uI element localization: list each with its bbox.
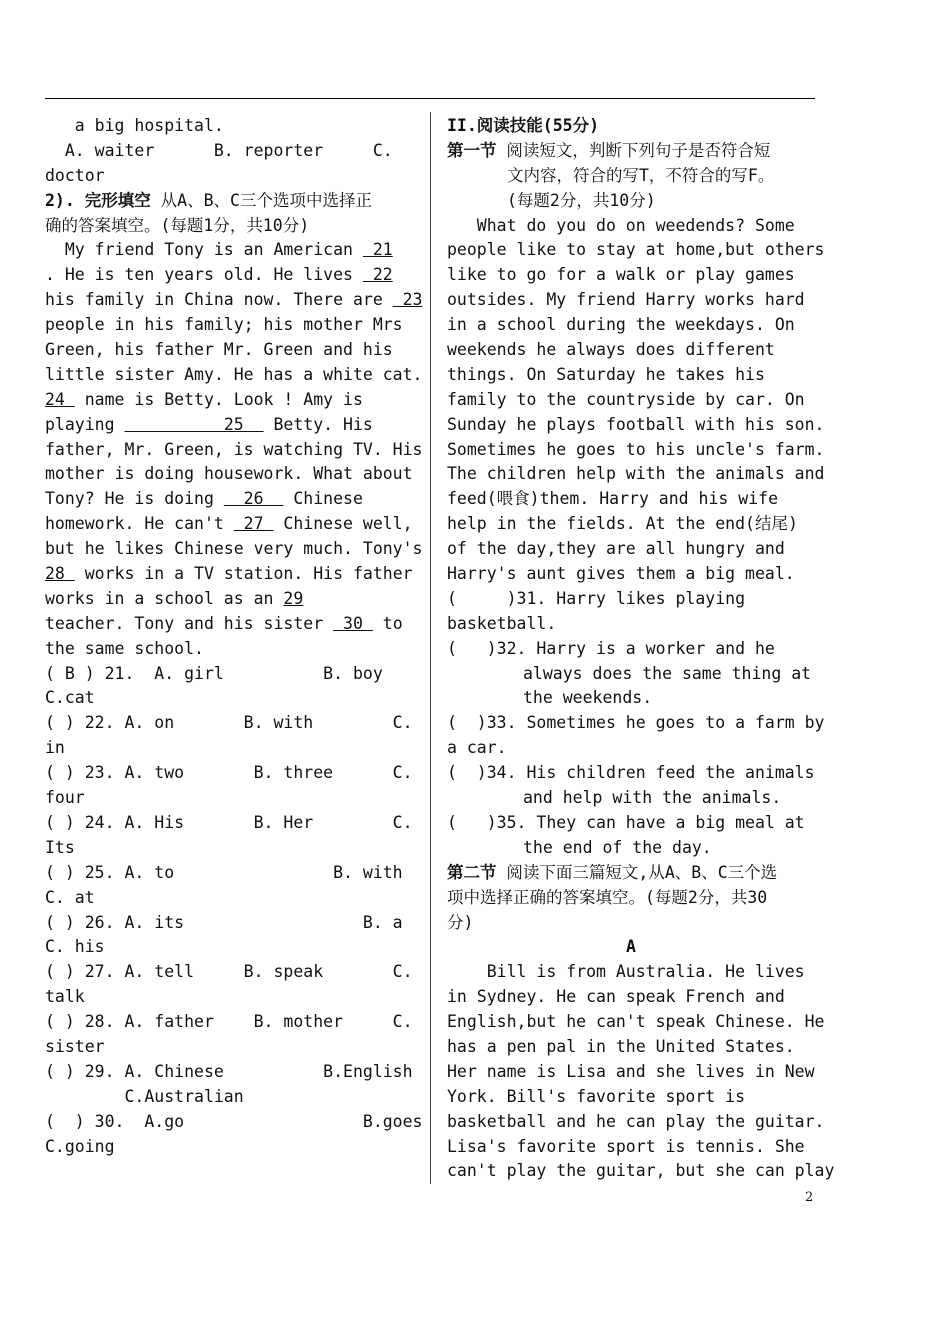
passage-line (45, 313, 413, 338)
passage-line: help in the fields. At the end(结尾) (447, 514, 798, 534)
passage-text: the same school. (45, 638, 204, 658)
passage-line (45, 363, 423, 388)
option-line: C.cat (45, 688, 95, 708)
passage-line (45, 462, 413, 487)
option-line: ( ) 28. A. father B. mother C. (45, 1012, 413, 1032)
option-line: C.Australian (45, 1086, 244, 1106)
section-heading-2 (447, 861, 815, 886)
passage-line (45, 263, 413, 288)
option-line: four (45, 788, 85, 808)
tf-question: ( )35. They can have a big meal at (447, 812, 805, 832)
passage-line (45, 338, 413, 363)
passage-text: to (372, 613, 403, 633)
blank-number: 22 (362, 265, 393, 285)
passage-text: little sister Amy. He has a white cat. (45, 364, 423, 384)
section-instruction: 项中选择正确的答案填空。(每题2分，共30 (447, 887, 768, 907)
passage-line: Sometimes he goes to his uncle's farm. (447, 439, 825, 459)
page-number: 2 (805, 1190, 814, 1205)
tf-question: the end of the day. (523, 837, 712, 857)
text-line: doctor (45, 165, 105, 185)
section-instruction: (每题2分，共10分) (507, 190, 656, 210)
passage-line: Lisa's favorite sport is tennis. She (447, 1136, 805, 1156)
cloze-options (45, 662, 423, 1160)
passage-line: weekends he always does different (447, 340, 775, 360)
passage-line (45, 562, 413, 587)
passage-title: A (626, 937, 636, 957)
passage-line: What do you do on weedends? Some (447, 215, 795, 235)
left-column (45, 114, 423, 1159)
passage-text: Betty. His (263, 414, 373, 434)
blank-number: 25 (124, 414, 264, 434)
passage-line: has a pen pal in the United States. (447, 1036, 795, 1056)
option-line: C. at (45, 887, 95, 907)
option-line: ( ) 22. A. on B. with C. (45, 713, 413, 733)
passage-text: but he likes Chinese very much. Tony's (45, 539, 423, 559)
passage-text: My friend Tony is an American (45, 240, 363, 260)
section-label: 第二节 (447, 862, 497, 882)
section-heading-cloze (45, 189, 413, 214)
blank-number: 29 (283, 588, 304, 608)
passage-text: people in his family; his mother Mrs (45, 315, 403, 335)
tf-question: and help with the animals. (523, 788, 782, 808)
passage-line: English,but he can't speak Chinese. He (447, 1012, 825, 1032)
cloze-passage (45, 238, 423, 661)
blank-number: 23 (392, 290, 423, 310)
right-column (447, 114, 835, 1184)
section-instruction: 确的答案填空。(每题1分，共10分) (45, 215, 310, 235)
passage-line: people like to stay at home,but others (447, 240, 825, 260)
reading-passage-a (447, 960, 835, 1184)
option-line: C.going (45, 1136, 115, 1156)
passage-line (45, 288, 423, 313)
passage-text: his family in China now. There are (45, 290, 393, 310)
option-line: C. his (45, 937, 105, 957)
passage-text: Green, his father Mr. Green and his (45, 340, 393, 360)
passage-line: like to go for a walk or play games (447, 265, 795, 285)
option-line: ( ) 24. A. His B. Her C. (45, 812, 413, 832)
passage-text: father, Mr. Green, is watching TV. His (45, 439, 423, 459)
blank-number: 27 (233, 514, 274, 534)
option-line: talk (45, 987, 85, 1007)
option-line: ( ) 27. A. tell B. speak C. (45, 962, 413, 982)
passage-line (45, 512, 413, 537)
section-title: 2). 完形填空 (45, 190, 151, 210)
reading-passage-1 (447, 214, 825, 587)
passage-line: in Sydney. He can speak French and (447, 987, 785, 1007)
passage-line: York. Bill's favorite sport is (447, 1086, 746, 1106)
section-heading-1 (447, 139, 815, 164)
tf-question: always does the same thing at (523, 663, 812, 683)
option-line: ( ) 23. A. two B. three C. (45, 763, 413, 783)
section-instruction: 阅读短文，判断下列句子是否符合短 (496, 140, 771, 160)
passage-line: Her name is Lisa and she lives in New (447, 1061, 815, 1081)
passage-line (45, 238, 413, 263)
option-line: ( ) 26. A. its B. a (45, 912, 403, 932)
tf-question: ( )32. Harry is a worker and he (447, 638, 775, 658)
passage-line (45, 537, 423, 562)
blank-number: 24 (45, 389, 75, 409)
passage-line (45, 388, 413, 413)
section-label: 第一节 (447, 140, 497, 160)
passage-text: name is Betty. Look ! Amy is (74, 389, 363, 409)
passage-text: Tony? He is doing (45, 489, 224, 509)
passage-text: Chinese well, (273, 514, 413, 534)
text-line: a big hospital. (45, 116, 224, 135)
column-divider (430, 112, 431, 1184)
passage-line: feed(喂食)them. Harry and his wife (447, 489, 779, 509)
blank-number: 30 (333, 613, 373, 633)
passage-text: Chinese (283, 489, 363, 509)
passage-line: The children help with the animals and (447, 464, 825, 484)
passage-text: . He is ten years old. He lives (45, 265, 363, 285)
passage-line (45, 612, 413, 637)
section-instruction: 文内容，符合的写T，不符合的写F。 (507, 165, 775, 185)
option-line: sister (45, 1036, 105, 1056)
blank-number: 26 (223, 489, 284, 509)
section-instruction: 从A、B、C三个选项中选择正 (150, 190, 372, 210)
tf-question: basketball. (447, 613, 557, 633)
passage-text: homework. He can't (45, 514, 234, 534)
blank-number: 21 (362, 240, 393, 260)
section-instruction: 阅读下面三篇短文,从A、B、C三个选 (496, 862, 778, 882)
passage-line (45, 413, 413, 438)
passage-line: in a school during the weekdays. On (447, 315, 795, 335)
passage-text: playing (45, 414, 125, 434)
tf-question: ( )33. Sometimes he goes to a farm by (447, 713, 825, 733)
option-line: Its (45, 837, 75, 857)
option-line: ( ) 25. A. to B. with (45, 862, 403, 882)
passage-text: works in a TV station. His father (74, 564, 413, 584)
section-instruction: 分) (447, 912, 474, 932)
tf-question: the weekends. (523, 688, 653, 708)
top-rule (45, 98, 815, 99)
tf-question: ( )34. His children feed the animals (447, 763, 815, 783)
passage-text: mother is doing housework. What about (45, 464, 413, 484)
tf-question: a car. (447, 738, 507, 758)
passage-line: Bill is from Australia. He lives (447, 962, 805, 982)
passage-text: works in a school as an (45, 588, 284, 608)
option-line: ( B ) 21. A. girl B. boy (45, 663, 383, 683)
part-heading: II.阅读技能(55分) (447, 116, 600, 135)
passage-line: of the day,they are all hungry and (447, 539, 785, 559)
passage-line (45, 637, 413, 662)
passage-line (45, 438, 423, 463)
passage-line: family to the countryside by car. On (447, 389, 805, 409)
text-line: A. waiter B. reporter C. (45, 140, 393, 160)
option-line: ( ) 29. A. Chinese B.English (45, 1061, 413, 1081)
passage-line (45, 587, 413, 612)
passage-line: things. On Saturday he takes his (447, 364, 765, 384)
passage-line: can't play the guitar, but she can play (447, 1161, 835, 1181)
passage-line: outsides. My friend Harry works hard (447, 290, 805, 310)
passage-text: teacher. Tony and his sister (45, 613, 334, 633)
passage-line: basketball and he can play the guitar. (447, 1111, 825, 1131)
passage-line: Sunday he plays football with his son. (447, 414, 825, 434)
tf-question: ( )31. Harry likes playing (447, 588, 746, 608)
passage-line: Harry's aunt gives them a big meal. (447, 564, 795, 584)
option-line: ( ) 30. A.go B.goes (45, 1111, 423, 1131)
option-line: in (45, 738, 65, 758)
passage-line (45, 487, 413, 512)
blank-number: 28 (45, 564, 75, 584)
